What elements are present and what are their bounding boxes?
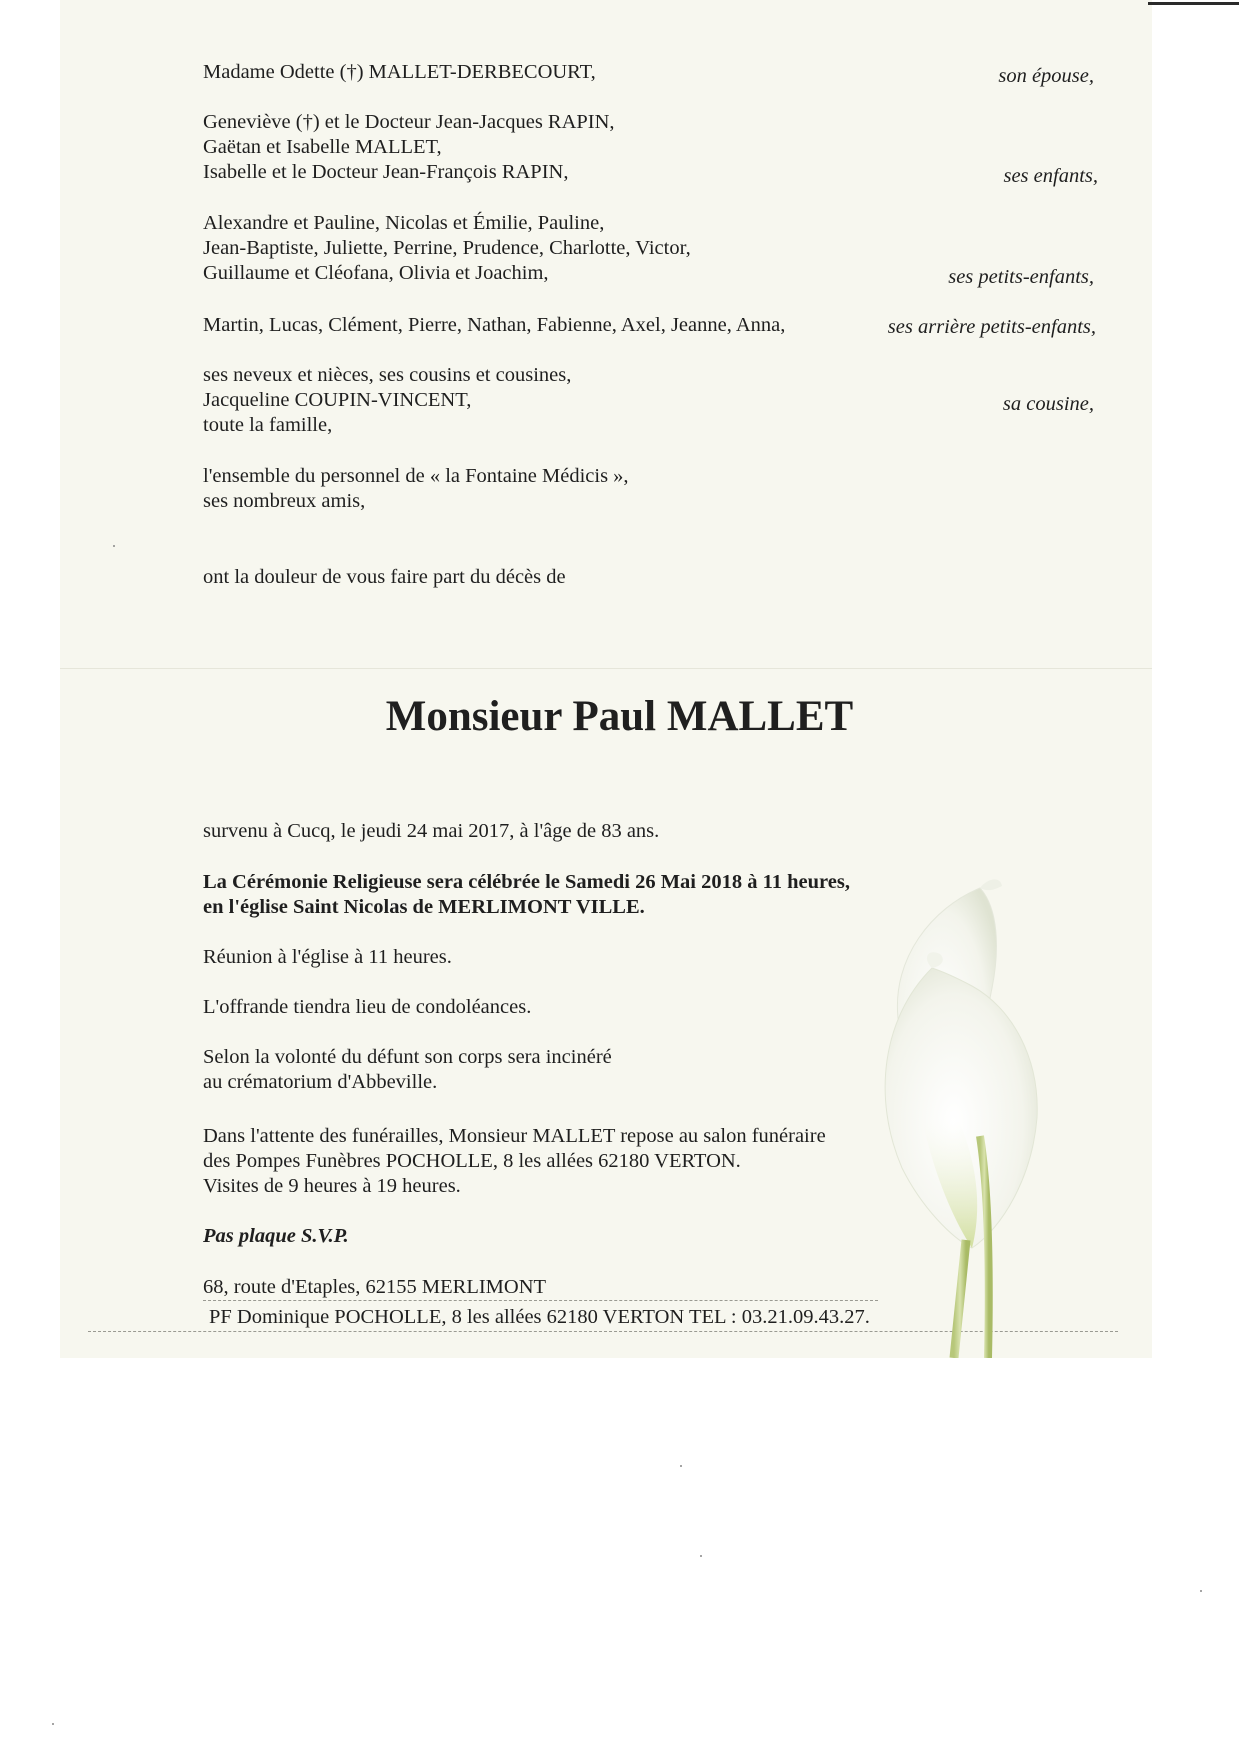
scan-edge-mark	[1148, 2, 1239, 5]
rest-line-1: Dans l'attente des funérailles, Monsieur MALLET repose au salon funéraire	[203, 1125, 826, 1147]
scan-speck	[680, 1465, 682, 1467]
announcement: ont la douleur de vous faire part du décès de	[203, 566, 566, 588]
calla-lily-illustration	[862, 868, 1102, 1358]
children-line-2: Gaëtan et Isabelle MALLET,	[203, 136, 442, 158]
rest-line-2: des Pompes Funèbres POCHOLLE, 8 les allées 62180 VERTON.	[203, 1150, 741, 1172]
spouse-role: son épouse,	[998, 65, 1094, 87]
scan-speck	[52, 1723, 54, 1725]
grandchildren-role: ses petits-enfants,	[948, 266, 1094, 288]
address-rule	[203, 1300, 878, 1301]
funeral-home-footer: PF Dominique POCHOLLE, 8 les allées 62180 VERTON TEL : 03.21.09.43.27.	[209, 1306, 870, 1328]
grandchildren-line-3: Guillaume et Cléofana, Olivia et Joachim,	[203, 262, 549, 284]
spouse-line: Madame Odette (†) MALLET-DERBECOURT,	[203, 61, 596, 83]
address-line: 68, route d'Etaples, 62155 MERLIMONT	[203, 1276, 547, 1298]
reunion-line: Réunion à l'église à 11 heures.	[203, 946, 452, 968]
staff-line-1: l'ensemble du personnel de « la Fontaine Médicis »,	[203, 465, 629, 487]
scan-speck	[113, 545, 115, 547]
offering-line: L'offrande tiendra lieu de condoléances.	[203, 996, 532, 1018]
cremation-line-1: Selon la volonté du défunt son corps sera incinéré	[203, 1046, 612, 1068]
extended-line-3: toute la famille,	[203, 414, 333, 436]
scan-speck	[700, 1555, 702, 1557]
death-line: survenu à Cucq, le jeudi 24 mai 2017, à l'âge de 83 ans.	[203, 820, 660, 842]
fold-line	[60, 668, 1152, 669]
children-role: ses enfants,	[1003, 165, 1098, 187]
grandchildren-line-1: Alexandre et Pauline, Nicolas et Émilie, Pauline,	[203, 212, 605, 234]
ceremony-line-2: en l'église Saint Nicolas de MERLIMONT VILLE.	[203, 896, 645, 918]
great-grandchildren-line: Martin, Lucas, Clément, Pierre, Nathan, Fabienne, Axel, Jeanne, Anna,	[203, 314, 786, 336]
ceremony-line-1: La Cérémonie Religieuse sera célébrée le Samedi 26 Mai 2018 à 11 heures,	[203, 871, 850, 893]
staff-line-2: ses nombreux amis,	[203, 490, 366, 512]
cousin-role: sa cousine,	[1002, 393, 1094, 415]
grandchildren-line-2: Jean-Baptiste, Juliette, Perrine, Prudence, Charlotte, Victor,	[203, 237, 691, 259]
great-grandchildren-role: ses arrière petits-enfants,	[887, 316, 1096, 338]
deceased-name: Monsieur Paul MALLET	[385, 693, 854, 740]
rest-line-3: Visites de 9 heures à 19 heures.	[203, 1175, 461, 1197]
no-plaque-note: Pas plaque S.V.P.	[203, 1225, 349, 1247]
extended-line-2: Jacqueline COUPIN-VINCENT,	[203, 389, 472, 411]
extended-line-1: ses neveux et nièces, ses cousins et cousines,	[203, 364, 572, 386]
cremation-line-2: au crématorium d'Abbeville.	[203, 1071, 438, 1093]
scan-speck	[1200, 1590, 1202, 1592]
children-line-1: Geneviève (†) et le Docteur Jean-Jacques RAPIN,	[203, 111, 615, 133]
children-line-3: Isabelle et le Docteur Jean-François RAPIN,	[203, 161, 569, 183]
